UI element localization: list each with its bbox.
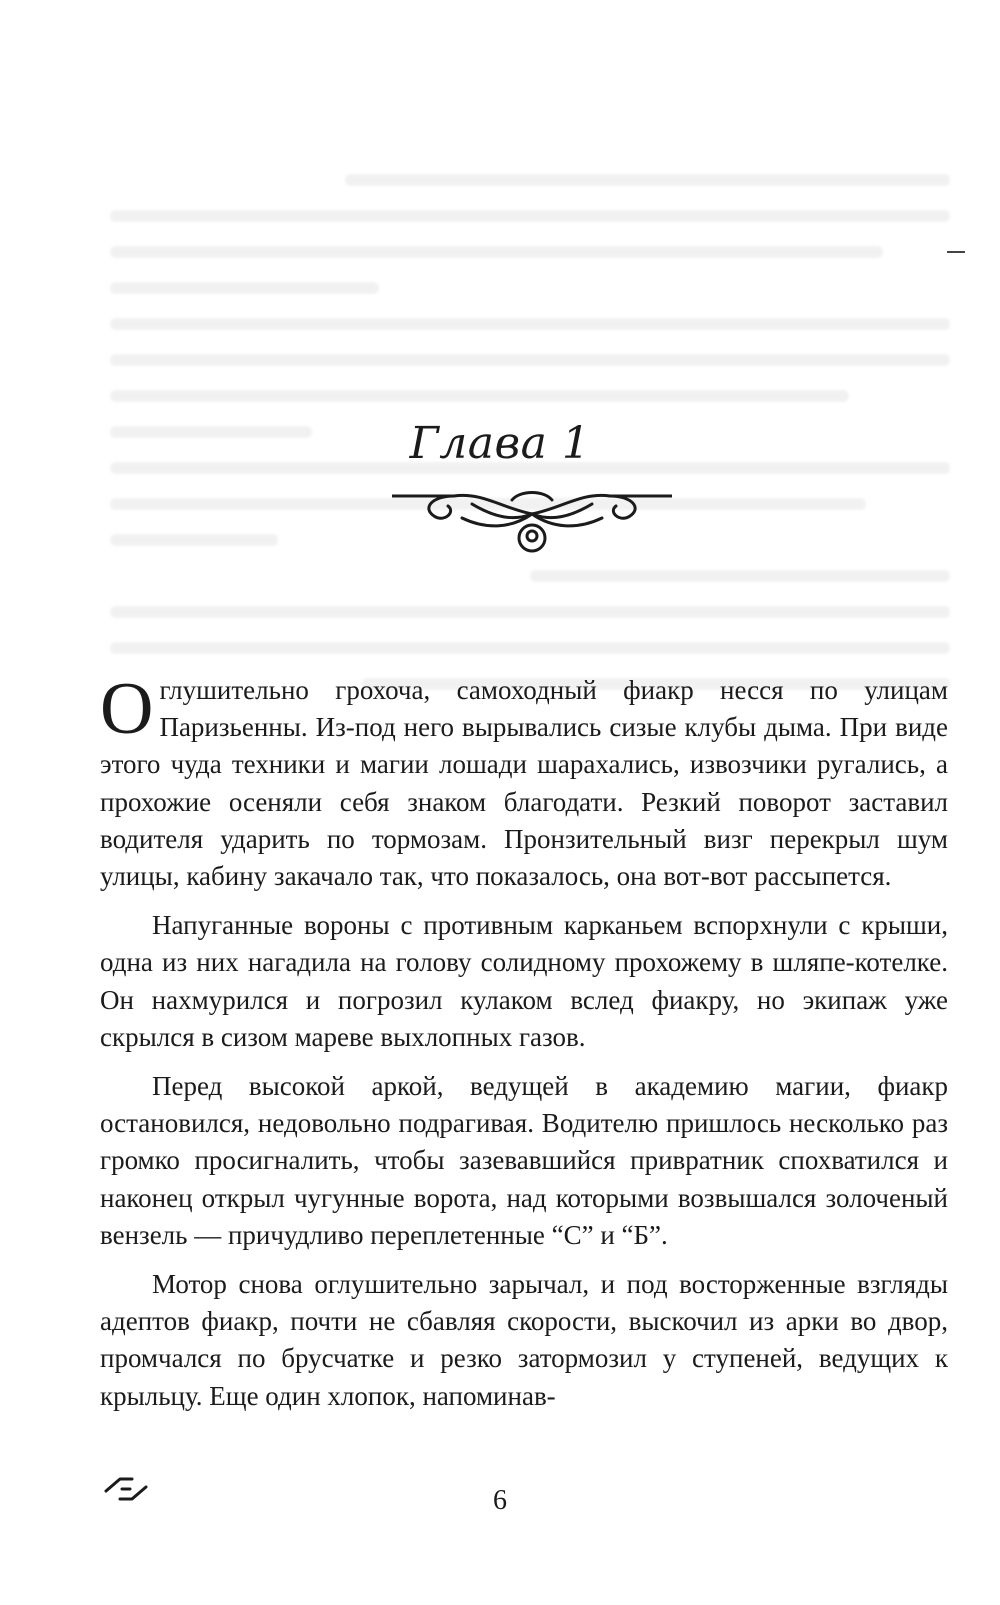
paragraph: Перед высокой аркой, ведущей в академию магии, фиакр остановился, недовольно подрагивая. Водителю пришлось несколько раз громко просигналить, чтобы зазевавшийся привратник спохватился и наконец открыл чугунные ворота, над которыми возвышался золоченый вензель — причудливо переплетенные “С” и “Б”. [100, 1071, 948, 1250]
chapter-title: Глава 1 [409, 418, 591, 469]
ornament-divider-icon [392, 478, 672, 568]
margin-mark [947, 251, 965, 253]
page-number: 6 [493, 1485, 507, 1516]
paragraph: Напуганные вороны с противным карканьем вспорхнули с крыши, одна из них нагадила на голову солидному прохожему в шляпе-котелке. Он нахмурился и погрозил кулаком вслед фиакру, но экипаж уже скрылся в сизом мареве выхлопных газов. [100, 910, 948, 1052]
paragraph: Мотор снова оглушительно зарычал, и под восторженные взгляды адептов фиакр, почти не сбавляя скорости, выскочил из арки во двор, промчался по брусчатке и резко затормозил у ступеней, ведущих к крыльцу. Еще один хлопок, напоминав- [100, 1269, 948, 1411]
drop-cap: О [100, 668, 154, 750]
paragraph [100, 668, 948, 895]
chapter-body [100, 668, 948, 1427]
paragraph-text: глушительно грохоча, самоходный фиакр несся по улицам Паризьенны. Из-под него вырывались сизые клубы дыма. При виде этого чуда техники и магии лошади шарахались, извозчики ругались, а прохожие осеняли себя знаком благодати. Резкий поворот заставил водителя ударить по тормозам. Пронзительный визг перекрыл шум улицы, кабину закачало так, что показалось, она вот-вот рассыпется. [100, 675, 948, 892]
